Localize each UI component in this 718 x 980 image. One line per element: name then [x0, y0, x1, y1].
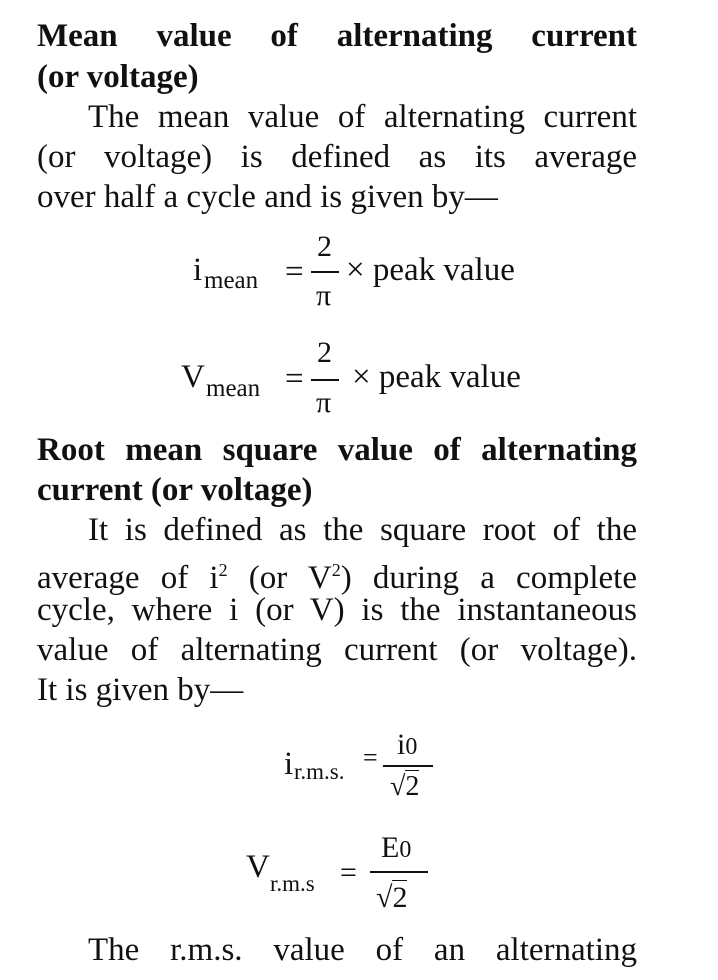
eq-symbol: V [181, 359, 205, 395]
paragraph-line: It is defined as the square root of the [88, 512, 637, 548]
radicand: 2 [392, 881, 408, 914]
eq-equals: = [363, 743, 378, 772]
paragraph-line: The r.m.s. value of an alternating [88, 932, 637, 968]
fraction-bar [370, 871, 428, 873]
eq-subscript: mean [204, 267, 259, 294]
eq-symbol: i [193, 252, 203, 288]
section-heading-rms-line1: Root mean square value of alternating [37, 432, 637, 468]
fraction-denominator: π [316, 279, 332, 312]
fraction-bar [311, 271, 339, 273]
radical-sign: √ [376, 881, 393, 914]
radicand: 2 [405, 771, 420, 802]
fraction-denominator: π [316, 386, 332, 419]
text-run: ) during a complete [340, 560, 637, 596]
eq-equals: = [285, 361, 304, 397]
numerator-subscript: 0 [399, 837, 412, 863]
radical-sign: √ [390, 771, 406, 802]
eq-subscript: r.m.s. [294, 759, 345, 784]
text-run: (or V [227, 560, 332, 596]
numerator-symbol: i [397, 728, 406, 761]
section-heading-mean-line1: Mean value of alternating current [37, 18, 637, 54]
paragraph-line: The mean value of alternating current [88, 99, 637, 135]
superscript: 2 [218, 560, 228, 580]
eq-equals: = [285, 254, 304, 290]
eq-subscript: mean [206, 375, 261, 402]
eq-rest: × peak value [352, 359, 521, 395]
text-run: average of i [37, 560, 219, 596]
fraction-bar [311, 379, 339, 381]
paragraph-line: (or voltage) is defined as its average [37, 139, 637, 175]
eq-symbol: V [246, 849, 270, 885]
paragraph-line: cycle, where i (or V) is the instantaneous [37, 592, 637, 628]
eq-equals: = [340, 856, 357, 889]
eq-subscript: r.m.s [270, 871, 315, 896]
paragraph-line: over half a cycle and is given by— [37, 179, 498, 215]
eq-symbol: i [284, 746, 294, 782]
superscript: 2 [331, 560, 341, 580]
fraction-numerator: 2 [317, 230, 332, 263]
paragraph-line: It is given by— [37, 672, 244, 708]
numerator-subscript: 0 [405, 734, 418, 760]
fraction-denominator [376, 883, 407, 913]
fraction-bar [383, 765, 433, 767]
eq-rest: × peak value [346, 252, 515, 288]
fraction-numerator: 2 [317, 336, 332, 369]
fraction-numerator [381, 833, 411, 863]
section-heading-rms-line2: current (or voltage) [37, 472, 313, 508]
fraction-numerator [397, 730, 417, 760]
paragraph-line: value of alternating current (or voltage). [37, 632, 637, 668]
fraction-denominator [390, 773, 419, 801]
numerator-symbol: E [381, 831, 400, 864]
section-heading-mean-line2: (or voltage) [37, 59, 199, 95]
